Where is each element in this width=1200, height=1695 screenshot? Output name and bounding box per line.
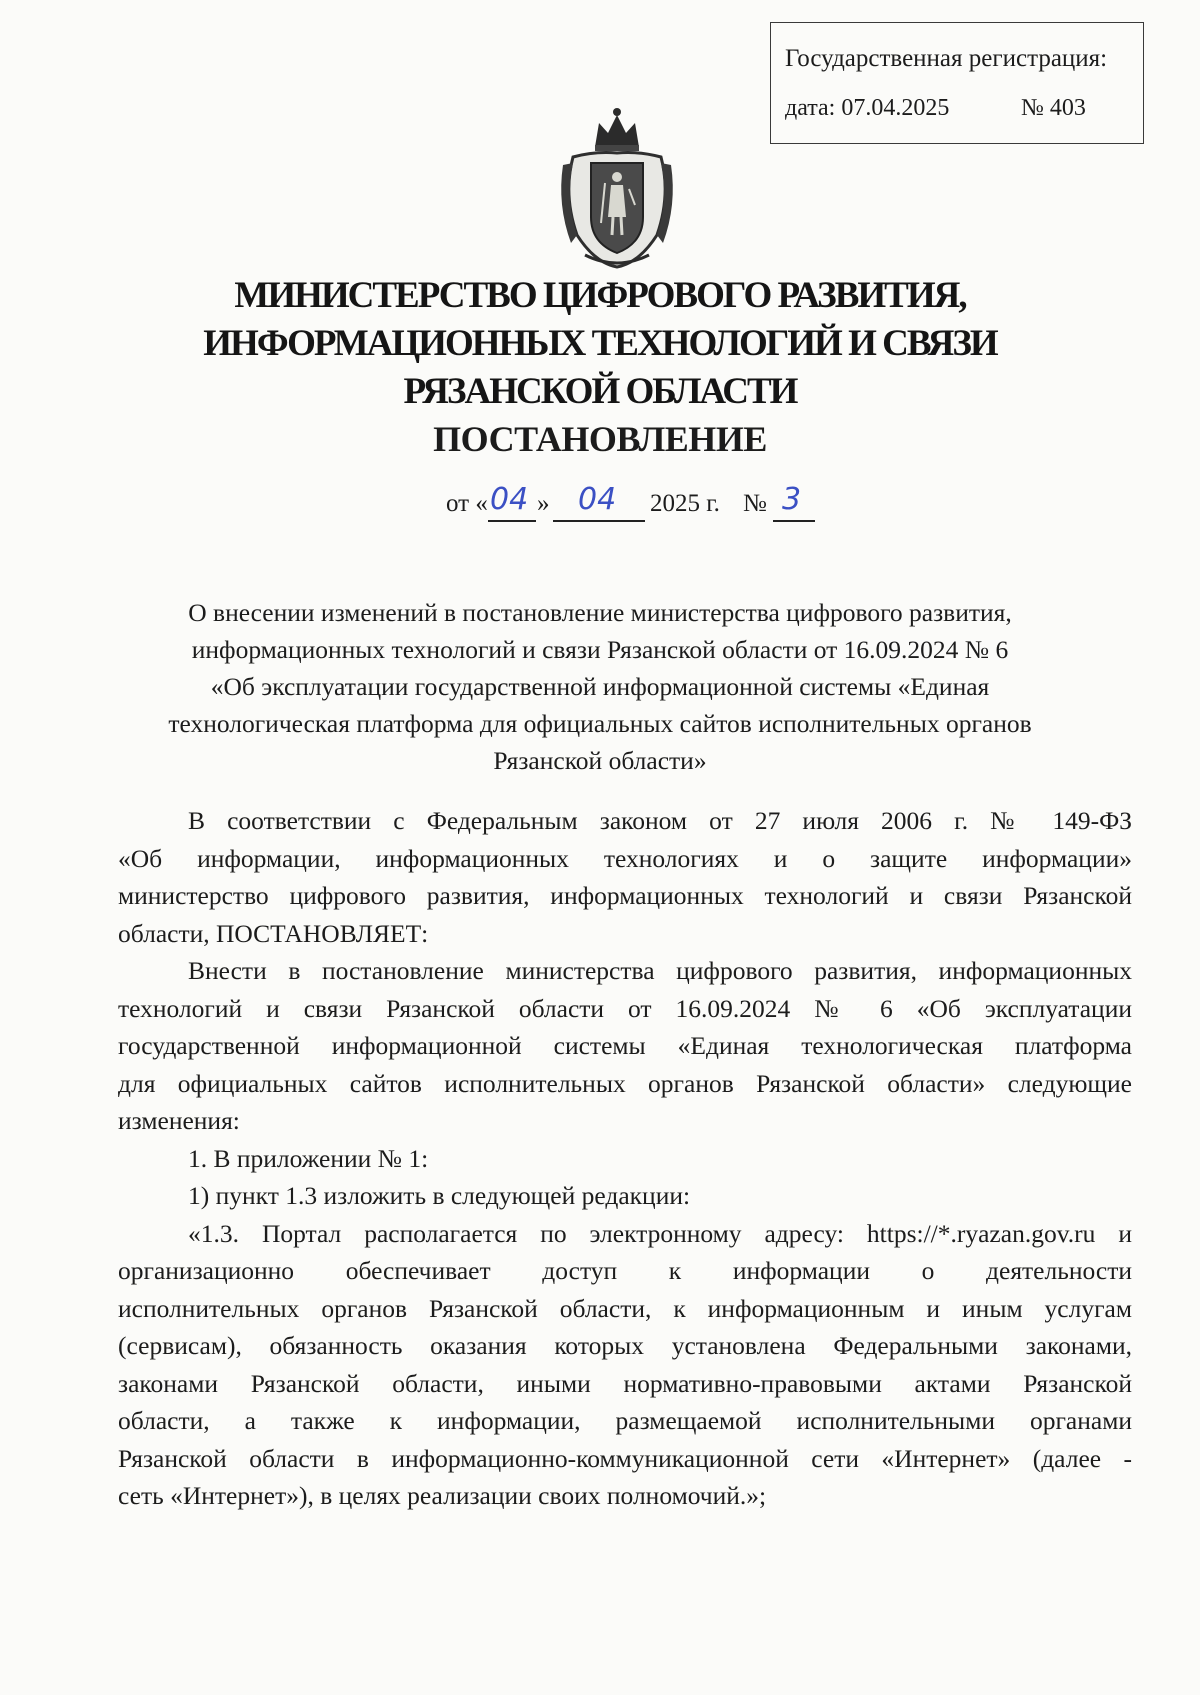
- body-line: области, ПОСТАНОВЛЯЕТ:: [118, 918, 429, 948]
- registration-title: Государственная регистрация:: [785, 45, 1108, 72]
- month-underline: [553, 520, 645, 522]
- number-underline: [773, 520, 815, 522]
- body-line: изменения:: [118, 1106, 240, 1135]
- body-line: государственной информационной системы «Единая технологическая платформа: [118, 1031, 1132, 1060]
- body-line: Рязанской области в информационно-коммуникационной сети «Интернет» (далее -: [118, 1443, 1132, 1473]
- document-body: [118, 802, 1132, 1515]
- date-day: 04: [490, 482, 529, 517]
- ministry-heading: [0, 272, 1200, 416]
- subject-line: Рязанской области»: [493, 746, 707, 775]
- coat-of-arms-icon: [555, 105, 680, 270]
- body-line: исполнительных органов Рязанской области, к информационным и иным услугам: [118, 1293, 1132, 1323]
- ministry-line: ИНФОРМАЦИОННЫХ ТЕХНОЛОГИЙ И СВЯЗИ: [203, 323, 997, 364]
- day-underline: [488, 520, 536, 522]
- subject-line: «Об эксплуатации государственной информационной системы «Единая: [210, 672, 990, 701]
- document-type: ПОСТАНОВЛЕНИЕ: [433, 419, 767, 459]
- ministry-line: МИНИСТЕРСТВО ЦИФРОВОГО РАЗВИТИЯ,: [234, 275, 966, 316]
- body-line: 1. В приложении № 1:: [188, 1143, 429, 1173]
- body-line: (сервисам), обязанность оказания которых установлена Федеральными законами,: [118, 1331, 1132, 1360]
- body-line: министерство цифрового развития, информационных технологий и связи Рязанской: [118, 881, 1132, 910]
- registration-stamp: [770, 22, 1144, 144]
- subject-line: технологическая платформа для официальных сайтов исполнительных органов: [168, 709, 1032, 738]
- registration-number: № 403: [1021, 95, 1086, 121]
- body-line: 1) пункт 1.3 изложить в следующей редакции:: [188, 1181, 691, 1210]
- body-line: Внести в постановление министерства цифрового развития, информационных: [188, 956, 1132, 985]
- body-line: «1.3. Портал располагается по электронному адресу: https://*.ryazan.gov.ru и: [188, 1218, 1132, 1248]
- body-line: законами Рязанской области, иными нормативно-правовыми актами Рязанской: [118, 1368, 1132, 1398]
- date-line: [446, 482, 846, 528]
- body-line: организационно обеспечивает доступ к информации о деятельности: [118, 1256, 1132, 1285]
- number-label: №: [743, 490, 767, 517]
- subject-line: информационных технологий и связи Рязанской области от 16.09.2024 № 6: [191, 635, 1009, 664]
- document-subject: [100, 594, 1100, 779]
- body-line: для официальных сайтов исполнительных органов Рязанской области» следующие: [118, 1068, 1132, 1098]
- registration-date: дата: 07.04.2025: [785, 95, 950, 121]
- date-year: 2025 г.: [650, 490, 720, 517]
- document-number: 3: [782, 482, 802, 517]
- body-line: области, а также к информации, размещаемой исполнительными органами: [118, 1406, 1132, 1435]
- subject-line: О внесении изменений в постановление министерства цифрового развития,: [188, 598, 1012, 627]
- date-month: 04: [578, 482, 617, 517]
- body-line: технологий и связи Рязанской области от 16.09.2024 № 6 «Об эксплуатации: [118, 993, 1132, 1023]
- ministry-line: РЯЗАНСКОЙ ОБЛАСТИ: [403, 371, 797, 412]
- date-prefix: от «: [446, 490, 488, 517]
- body-line: сеть «Интернет»), в целях реализации своих полномочий.»;: [118, 1481, 767, 1510]
- body-line: В соответствии с Федеральным законом от 27 июля 2006 г. № 149-ФЗ: [188, 806, 1132, 835]
- body-line: «Об информации, информационных технологиях и о защите информации»: [118, 843, 1132, 873]
- date-quote-close: »: [537, 490, 550, 517]
